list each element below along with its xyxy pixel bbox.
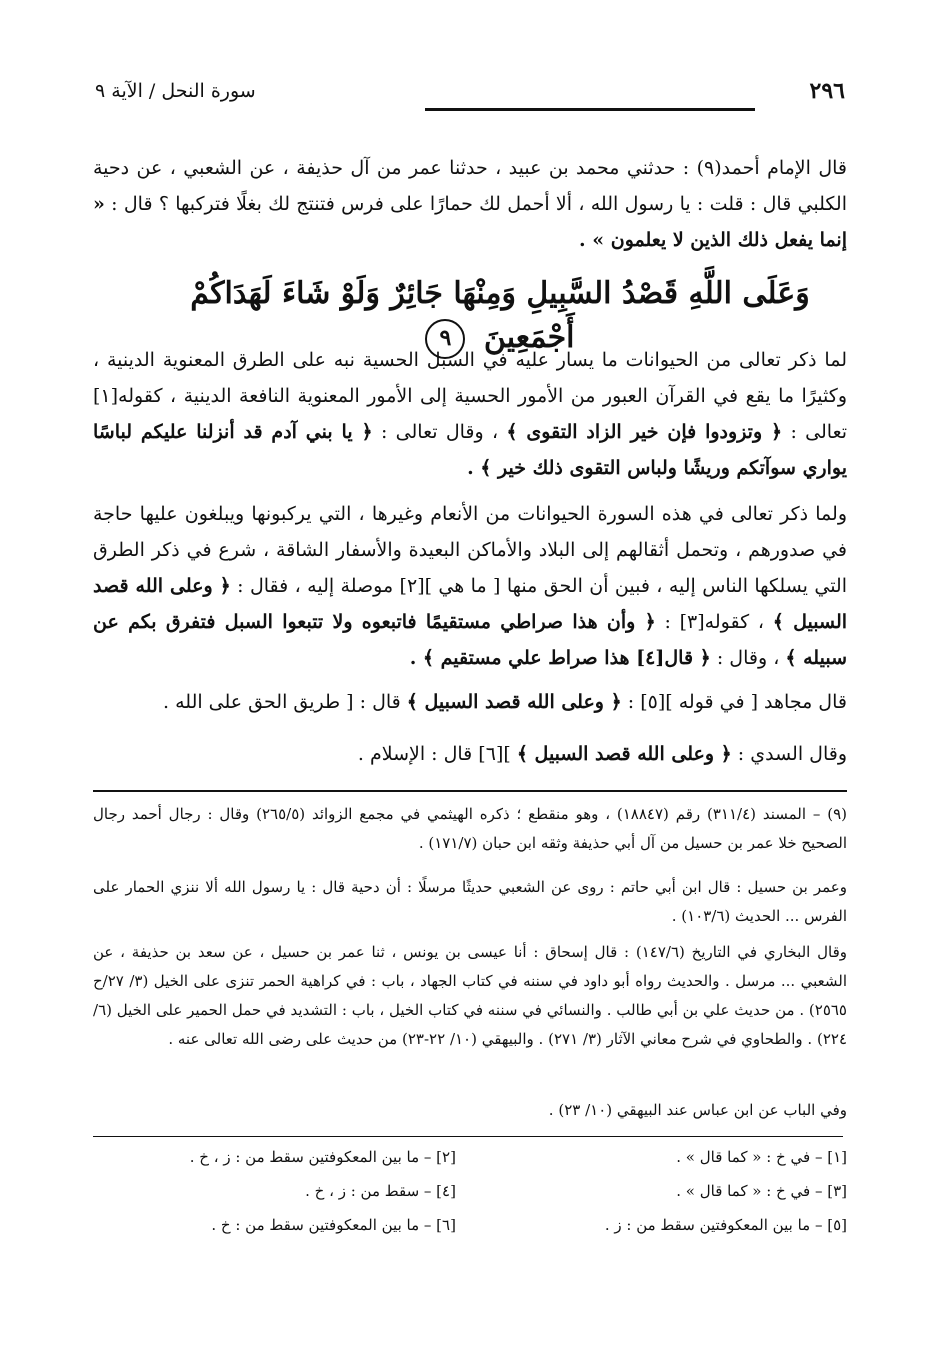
suddi-paragraph — [93, 736, 847, 772]
footnote-9: (٩) – المسند (٣١١/٤) رقم (١٨٨٤٧) ، وهو منقطع ؛ ذكره الهيثمي في مجمع الزوائد (٢٦٥/٥) وقال : رجال أحمد رجال الصحيح خلا عمر بن حسيل من آل أبي حذيفة وثقه ابن حبان (١٧١/٧) . — [93, 805, 847, 852]
footnote-bukhari: وقال البخاري في التاريخ (١٤٧/٦) : قال إسحاق : أنا عيسى بن يونس ، ثنا عمر بن حسيل ، عن سعد بن حذيفة ، عن الشعبي ... مرسل . والحديث رواه أبو داود في سننه في كتاب الجهاد ، باب : في كراهية الحمر تنزى على الخيل (٣/ ٢٧/ح ٢٥٦٥) . من حديث علي بن أبي طالب . والنسائي في سننه في كتاب الخيل ، باب : التشديد في حمل الحمير على الخيل (٦/ ٢٢٤) . والطحاوي في شرح معاني الآثار (٣/ ٢٧١) . والبيهقي (١٠/ ٢٢-٢٣) من حديث على رضى الله تعالى عنه . — [93, 943, 848, 1048]
footnote-umar-hasil: وعمر بن حسيل : قال ابن أبي حاتم : روى عن الشعبي حديثًا مرسلًا : أن دحية قال : يا رسول الله ألا ننزي الحمار على الفرس ... الحديث (١٠٣/٦) . — [93, 878, 847, 925]
intro-paragraph — [93, 150, 847, 258]
tafsir-paragraph-2 — [93, 496, 847, 676]
quote-tazawwadu: ﴿ وتزودوا فإن خير الزاد التقوى ﴾ — [506, 421, 783, 443]
note-2: [٢] – ما بين المعكوفتين سقط من : ز ، خ . — [189, 1148, 456, 1166]
suddi-comment: ][٦] قال : الإسلام . — [357, 743, 511, 765]
mujahid-comment: قال : [ طريق الحق على الله . — [163, 691, 401, 713]
note-1: [١] – في خ : « كما قال » . — [676, 1148, 847, 1166]
note-6: [٦] – ما بين المعكوفتين سقط من : خ . — [211, 1216, 456, 1234]
quote-ya-bani-adam: ﴿ يا بني آدم قد أنزلنا عليكم لباسًا يواري سوآتكم وريشًا ولباس التقوى ذلك خير ﴾ . — [93, 421, 847, 479]
para1-connector: ، وقال تعالى : — [380, 421, 499, 443]
para1-text: لما ذكر تعالى من الحيوانات ما يسار عليه في السبل الحسية نبه على الطرق المعنوية الدينية ، وكثيرًا ما يقع في القرآن العبور من الأمور الحسية إلى الأمور المعنوية النافعة الدينية ، كقوله[١] تعالى : — [93, 349, 848, 443]
mujahid-paragraph — [93, 684, 847, 720]
surah-title: سورة النحل / الآية ٩ — [95, 80, 256, 102]
notes-row — [95, 1148, 847, 1182]
quote-sirati: ﴿ وأن هذا صراطي مستقيمًا فاتبعوه ولا تتبعوا السبل فتفرق بكم عن سبيله ﴾ — [93, 611, 847, 669]
mujahid-intro: قال مجاهد [ في قوله ][٥] : — [627, 691, 847, 713]
mujahid-quote: ﴿ وعلى الله قصد السبيل ﴾ — [406, 691, 622, 713]
para2-connector-1: ، كقوله[٣] : — [664, 611, 764, 633]
para2-text: ولما ذكر تعالى في هذه السورة الحيوانات من الأنعام وغيرها ، التي يركبونها ويبلغون عليها حاجة في صدورهم ، وتحمل أثقالهم إلى البلاد والأماكن البعيدة والأسفار الشاقة ، شرع في ذكر الطرق التي يسلكها الناس إليه ، فبين أن الحق منها [ ما هي ][٢] موصلة إليه ، فقال : — [93, 503, 847, 597]
notes-row — [95, 1216, 847, 1250]
quote-qasd-sabil: ﴿ وعلى الله قصد السبيل ﴾ — [93, 575, 848, 633]
verse-number-marker: ٩ — [425, 319, 465, 359]
footnote-ibn-abbas: وفي الباب عن ابن عباس عند البيهقي (١٠/ ٢٣) . — [548, 1101, 847, 1119]
tafsir-paragraph-1 — [93, 342, 847, 486]
suddi-intro: وقال السدي : — [737, 743, 847, 765]
footnote-rule — [93, 790, 847, 792]
note-4: [٤] – سقط من : ز ، خ . — [305, 1182, 456, 1200]
suddi-quote: ﴿ وعلى الله قصد السبيل ﴾ — [516, 743, 732, 765]
verse-text: وَعَلَى اللَّهِ قَصْدُ السَّبِيلِ وَمِنْهَا جَائِرٌ وَلَوْ شَاءَ لَهَدَاكُمْ أَجْمَعِينَ — [190, 276, 810, 355]
notes-row — [95, 1182, 847, 1216]
para2-connector-2: ، وقال : — [716, 647, 780, 669]
page-header — [95, 78, 845, 112]
note-3: [٣] – في خ : « كما قال » . — [676, 1182, 847, 1200]
page-number: ٢٩٦ — [809, 78, 845, 104]
notes-rule — [93, 1136, 843, 1137]
quote-sirat-ali: ﴿ قال[٤] هذا صراط علي مستقيم ﴾ . — [409, 647, 711, 669]
prophet-quote: « إنما يفعل ذلك الذين لا يعلمون » . — [93, 193, 847, 251]
intro-text: قال الإمام أحمد(٩) : حدثني محمد بن عبيد ، حدثنا عمر من آل حذيفة ، عن الشعبي ، عن دحية الكلبي قال : قلت : يا رسول الله ، ألا أحمل لك حمارًا على فرس فتنتج لك بغلًا فتركبها ؟ قال : — [93, 157, 848, 215]
header-rule — [425, 108, 755, 111]
manuscript-notes — [95, 1148, 847, 1250]
note-5: [٥] – ما بين المعكوفتين سقط من : ز . — [604, 1216, 847, 1234]
